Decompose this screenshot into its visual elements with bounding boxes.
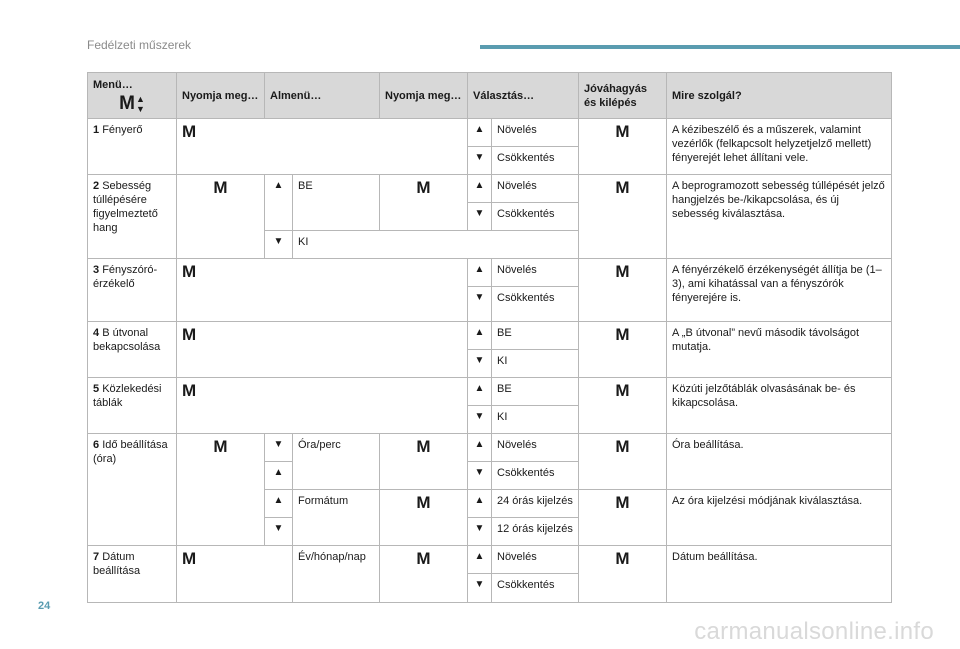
- arrow-up-icon: ▲: [468, 175, 492, 203]
- m-button-icon: M: [615, 437, 630, 456]
- description: Óra beállítása.: [667, 434, 892, 490]
- m-button-icon: M: [213, 437, 228, 456]
- m-button-icon: M: [615, 381, 630, 400]
- m-button-icon: M: [213, 178, 228, 197]
- m-button-icon: M: [615, 178, 630, 197]
- m-cell: [177, 322, 468, 378]
- menu-item-name: Dátum beállítása: [93, 551, 141, 577]
- table-row: [88, 546, 892, 574]
- header-accent-bar: [480, 45, 960, 49]
- header-menu: [88, 73, 177, 119]
- submenu-label: Formátum: [293, 490, 380, 546]
- confirm-cell: [579, 119, 667, 175]
- arrow-up-icon: ▲: [468, 259, 492, 287]
- header-press-2: Nyomja meg…: [380, 73, 468, 119]
- description: A „B útvonal” nevű második távolságot mutatja.: [667, 322, 892, 378]
- menu-item-cell: [88, 119, 177, 175]
- option-label: 12 órás kijelzés: [492, 518, 579, 546]
- table-row: [88, 259, 892, 287]
- arrow-down-icon: ▼: [468, 406, 492, 434]
- menu-item-cell: [88, 322, 177, 378]
- m-button-icon: M: [182, 325, 197, 344]
- arrow-up-icon: ▲: [468, 546, 492, 574]
- arrow-up-icon: ▲: [468, 322, 492, 350]
- submenu-label: Év/hónap/nap: [293, 546, 380, 603]
- option-label: Növelés: [492, 259, 579, 287]
- m-button-icon: M: [416, 493, 431, 512]
- m-cell: [177, 119, 468, 175]
- arrow-down-icon: ▼: [468, 462, 492, 490]
- description: A fényérzékelő érzékenységét állítja be (1–3), ami kihatással van a fényszórók fényerejére is.: [667, 259, 892, 322]
- m-cell: [177, 175, 265, 259]
- header-menu-label: Menü…: [93, 78, 133, 91]
- confirm-cell: [579, 378, 667, 434]
- arrow-up-icon: ▲: [468, 490, 492, 518]
- table-row: [88, 119, 892, 147]
- m-button-icon: M: [182, 122, 197, 141]
- confirm-cell: [579, 322, 667, 378]
- confirm-cell: [579, 546, 667, 603]
- menu-item-name: Fényerő: [102, 124, 143, 136]
- table-row: [88, 175, 892, 203]
- confirm-cell: [579, 490, 667, 546]
- m-cell: [380, 175, 468, 231]
- menu-item-cell: [88, 434, 177, 546]
- menu-item-name: Közlekedési táblák: [93, 383, 162, 409]
- option-label: Csökkentés: [492, 147, 579, 175]
- table-row: [88, 322, 892, 350]
- m-cell: [177, 259, 468, 322]
- m-cell: [380, 434, 468, 490]
- option-label: Csökkentés: [492, 574, 579, 603]
- menu-item-cell: [88, 546, 177, 603]
- arrow-down-icon: ▼: [135, 103, 145, 114]
- arrow-down-icon: ▼: [265, 434, 293, 462]
- item-number: 3: [93, 264, 100, 276]
- arrow-up-icon: ▲: [265, 175, 293, 231]
- arrow-down-icon: ▼: [468, 518, 492, 546]
- m-button-icon: M: [119, 92, 135, 114]
- m-button-icon: M: [615, 493, 630, 512]
- option-label: Csökkentés: [492, 462, 579, 490]
- arrow-up-icon: ▲: [468, 119, 492, 147]
- arrow-up-icon: ▲: [468, 378, 492, 406]
- m-cell: [177, 546, 293, 603]
- m-button-icon: M: [182, 381, 197, 400]
- arrow-down-icon: ▼: [468, 574, 492, 603]
- header-purpose: Mire szolgál?: [667, 73, 892, 119]
- arrow-up-icon: ▲: [468, 434, 492, 462]
- menu-item-name: B útvonal bekapcsolása: [93, 327, 161, 353]
- table-header-row: [88, 73, 892, 119]
- header-submenu: Almenü…: [265, 73, 380, 119]
- submenu-label: KI: [293, 231, 579, 259]
- m-cell: [177, 378, 468, 434]
- option-label: KI: [492, 406, 579, 434]
- m-button-icon: M: [182, 262, 197, 281]
- option-label: Csökkentés: [492, 203, 579, 231]
- option-label: BE: [492, 378, 579, 406]
- arrow-down-icon: ▼: [468, 147, 492, 175]
- m-cell: [177, 434, 265, 546]
- menu-item-cell: [88, 259, 177, 322]
- confirm-cell: [579, 259, 667, 322]
- item-number: 7: [93, 551, 100, 563]
- item-number: 6: [93, 439, 100, 451]
- arrow-down-icon: ▼: [265, 518, 293, 546]
- option-label: Növelés: [492, 434, 579, 462]
- m-button-icon: M: [615, 262, 630, 281]
- item-number: 2: [93, 180, 100, 192]
- m-button-icon: M: [416, 178, 431, 197]
- menu-table: [87, 72, 892, 603]
- m-button-icon: M: [182, 549, 197, 568]
- option-label: Növelés: [492, 175, 579, 203]
- description: A kézibeszélő és a műszerek, valamint vezérlők (felkapcsolt helyzetjelző mellett) fényerejét lehet állítani vele.: [667, 119, 892, 175]
- confirm-cell: [579, 434, 667, 490]
- description: Közúti jelzőtáblák olvasásának be- és kikapcsolása.: [667, 378, 892, 434]
- table-row: [88, 434, 892, 462]
- option-label: Növelés: [492, 119, 579, 147]
- arrow-down-icon: ▼: [468, 287, 492, 322]
- m-button-icon: M: [615, 549, 630, 568]
- item-number: 4: [93, 327, 100, 339]
- menu-item-cell: [88, 378, 177, 434]
- item-number: 1: [93, 124, 100, 136]
- header-select: Választás…: [468, 73, 579, 119]
- arrow-down-icon: ▼: [265, 231, 293, 259]
- page-number: 24: [38, 600, 51, 612]
- option-label: 24 órás kijelzés: [492, 490, 579, 518]
- m-button-icon: M: [416, 437, 431, 456]
- submenu-label: Óra/perc: [293, 434, 380, 490]
- option-label: BE: [492, 322, 579, 350]
- menu-item-name: Fényszóró-érzékelő: [93, 264, 158, 290]
- item-number: 5: [93, 383, 100, 395]
- m-cell: [380, 490, 468, 546]
- watermark: carmanualsonline.info: [694, 618, 934, 645]
- description: Dátum beállítása.: [667, 546, 892, 603]
- menu-item-name: Sebesség túllépésére figyelmeztető hang: [93, 180, 158, 234]
- arrow-down-icon: ▼: [468, 350, 492, 378]
- option-label: Növelés: [492, 546, 579, 574]
- header-press-1: Nyomja meg…: [177, 73, 265, 119]
- header-confirm: Jóváhagyás és kilépés: [579, 73, 667, 119]
- option-label: KI: [492, 350, 579, 378]
- submenu-label: BE: [293, 175, 380, 231]
- m-button-icon: M: [615, 325, 630, 344]
- m-cell: [380, 546, 468, 603]
- description: A beprogramozott sebesség túllépését jelző hangjelzés be-/kikapcsolása, és új sebesség kiválasztása.: [667, 175, 892, 259]
- arrow-up-icon: ▲: [265, 462, 293, 490]
- confirm-cell: [579, 175, 667, 259]
- section-title: Fedélzeti műszerek: [87, 38, 192, 52]
- table-row: [88, 378, 892, 406]
- menu-item-cell: [88, 175, 177, 259]
- menu-item-name: Idő beállítása (óra): [93, 439, 168, 465]
- arrow-up-icon: ▲: [135, 93, 145, 104]
- description: Az óra kijelzési módjának kiválasztása.: [667, 490, 892, 546]
- m-button-icon: M: [615, 122, 630, 141]
- arrow-up-icon: ▲: [265, 490, 293, 518]
- m-button-icon: M: [416, 549, 431, 568]
- arrow-down-icon: ▼: [468, 203, 492, 231]
- option-label: Csökkentés: [492, 287, 579, 322]
